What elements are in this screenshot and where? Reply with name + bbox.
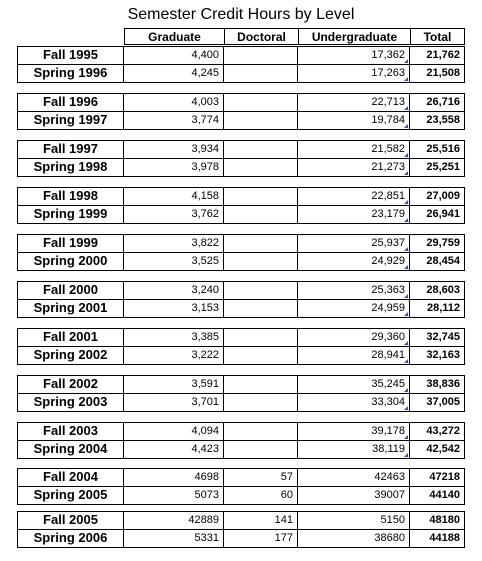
term-label: Spring 2004 <box>17 440 124 458</box>
header-total: Total <box>410 28 465 45</box>
comment-marker-icon <box>404 388 408 392</box>
total-value: 28,603 <box>410 281 465 299</box>
table-row <box>17 205 465 223</box>
graduate-value: 4698 <box>124 468 224 486</box>
table-row <box>17 346 465 364</box>
undergraduate-value: 33,304 <box>298 393 410 411</box>
undergraduate-value: 22,851 <box>298 187 410 205</box>
row-divider <box>17 252 465 253</box>
doctoral-value <box>224 158 298 176</box>
table-row <box>17 393 465 411</box>
graduate-value: 4,094 <box>124 422 224 440</box>
term-label: Spring 2006 <box>17 529 124 547</box>
term-pair <box>17 281 465 317</box>
row-divider <box>17 158 465 159</box>
total-value: 23,558 <box>410 111 465 129</box>
table-row <box>17 158 465 176</box>
term-label: Fall 1999 <box>17 234 124 252</box>
doctoral-value <box>224 281 298 299</box>
term-label: Fall 2002 <box>17 375 124 393</box>
comment-marker-icon <box>404 218 408 222</box>
undergraduate-value: 24,929 <box>298 252 410 270</box>
graduate-value: 4,400 <box>124 46 224 64</box>
term-label: Fall 2005 <box>17 511 124 529</box>
comment-marker-icon <box>404 265 408 269</box>
undergraduate-value: 24,959 <box>298 299 410 317</box>
comment-marker-icon <box>404 406 408 410</box>
row-divider <box>17 111 465 112</box>
undergraduate-value: 29,360 <box>298 328 410 346</box>
row-divider <box>17 440 465 441</box>
term-label: Spring 1996 <box>17 64 124 82</box>
term-pair <box>17 187 465 223</box>
graduate-value: 3,240 <box>124 281 224 299</box>
table-row <box>17 529 465 547</box>
term-label: Spring 1999 <box>17 205 124 223</box>
doctoral-value <box>224 93 298 111</box>
comment-marker-icon <box>404 59 408 63</box>
graduate-value: 3,591 <box>124 375 224 393</box>
term-pair <box>17 140 465 176</box>
doctoral-value: 141 <box>224 511 298 529</box>
total-value: 26,716 <box>410 93 465 111</box>
doctoral-value <box>224 234 298 252</box>
term-pair <box>17 375 465 411</box>
undergraduate-value: 23,179 <box>298 205 410 223</box>
term-label: Spring 2005 <box>17 486 124 504</box>
total-value: 43,272 <box>410 422 465 440</box>
comment-marker-icon <box>404 435 408 439</box>
graduate-value: 5331 <box>124 529 224 547</box>
total-value: 25,251 <box>410 158 465 176</box>
row-divider <box>17 346 465 347</box>
table-row <box>17 328 465 346</box>
term-label: Spring 2003 <box>17 393 124 411</box>
doctoral-value: 57 <box>224 468 298 486</box>
undergraduate-value: 25,363 <box>298 281 410 299</box>
term-label: Fall 1998 <box>17 187 124 205</box>
comment-marker-icon <box>404 171 408 175</box>
undergraduate-value: 38,119 <box>298 440 410 458</box>
table-row <box>17 375 465 393</box>
comment-marker-icon <box>404 124 408 128</box>
undergraduate-value: 38680 <box>298 529 410 547</box>
undergraduate-value: 21,273 <box>298 158 410 176</box>
total-value: 48180 <box>410 511 465 529</box>
graduate-value: 3,701 <box>124 393 224 411</box>
graduate-value: 3,222 <box>124 346 224 364</box>
total-value: 26,941 <box>410 205 465 223</box>
term-pair <box>17 422 465 458</box>
doctoral-value <box>224 422 298 440</box>
doctoral-value <box>224 187 298 205</box>
row-divider <box>17 393 465 394</box>
total-value: 28,454 <box>410 252 465 270</box>
table-row <box>17 93 465 111</box>
table-row <box>17 299 465 317</box>
undergraduate-value: 35,245 <box>298 375 410 393</box>
table-row <box>17 234 465 252</box>
term-label: Fall 2000 <box>17 281 124 299</box>
total-value: 38,836 <box>410 375 465 393</box>
term-pair <box>17 511 465 547</box>
total-value: 44188 <box>410 529 465 547</box>
total-value: 32,163 <box>410 346 465 364</box>
term-pair <box>17 46 465 82</box>
doctoral-value <box>224 299 298 317</box>
table-row <box>17 111 465 129</box>
table-row <box>17 468 465 486</box>
comment-marker-icon <box>404 453 408 457</box>
undergraduate-value: 42463 <box>298 468 410 486</box>
doctoral-value <box>224 346 298 364</box>
total-value: 47218 <box>410 468 465 486</box>
term-label: Spring 1997 <box>17 111 124 129</box>
comment-marker-icon <box>404 341 408 345</box>
table-row <box>17 46 465 64</box>
graduate-value: 3,774 <box>124 111 224 129</box>
comment-marker-icon <box>404 312 408 316</box>
term-pair <box>17 93 465 129</box>
total-value: 42,542 <box>410 440 465 458</box>
header-undergraduate: Undergraduate <box>298 28 411 45</box>
graduate-value: 4,245 <box>124 64 224 82</box>
comment-marker-icon <box>404 77 408 81</box>
comment-marker-icon <box>404 106 408 110</box>
undergraduate-value: 21,582 <box>298 140 410 158</box>
term-pair <box>17 468 465 504</box>
comment-marker-icon <box>404 200 408 204</box>
doctoral-value <box>224 46 298 64</box>
total-value: 44140 <box>410 486 465 504</box>
total-value: 25,516 <box>410 140 465 158</box>
header-doctoral: Doctoral <box>224 28 299 45</box>
total-value: 29,759 <box>410 234 465 252</box>
graduate-value: 3,525 <box>124 252 224 270</box>
term-label: Fall 1996 <box>17 93 124 111</box>
row-divider <box>17 299 465 300</box>
graduate-value: 4,158 <box>124 187 224 205</box>
row-divider <box>17 205 465 206</box>
doctoral-value <box>224 64 298 82</box>
doctoral-value <box>224 440 298 458</box>
comment-marker-icon <box>404 294 408 298</box>
table-row <box>17 187 465 205</box>
total-value: 28,112 <box>410 299 465 317</box>
graduate-value: 3,385 <box>124 328 224 346</box>
undergraduate-value: 22,713 <box>298 93 410 111</box>
undergraduate-value: 19,784 <box>298 111 410 129</box>
term-label: Spring 2000 <box>17 252 124 270</box>
graduate-value: 42889 <box>124 511 224 529</box>
term-label: Spring 2001 <box>17 299 124 317</box>
table-row <box>17 422 465 440</box>
doctoral-value <box>224 140 298 158</box>
undergraduate-value: 28,941 <box>298 346 410 364</box>
row-divider <box>17 486 465 487</box>
term-label: Spring 2002 <box>17 346 124 364</box>
undergraduate-value: 17,263 <box>298 64 410 82</box>
total-value: 21,508 <box>410 64 465 82</box>
total-value: 32,745 <box>410 328 465 346</box>
graduate-value: 3,934 <box>124 140 224 158</box>
undergraduate-value: 39,178 <box>298 422 410 440</box>
doctoral-value: 60 <box>224 486 298 504</box>
comment-marker-icon <box>404 359 408 363</box>
row-divider <box>17 64 465 65</box>
term-label: Fall 1997 <box>17 140 124 158</box>
graduate-value: 3,978 <box>124 158 224 176</box>
total-value: 21,762 <box>410 46 465 64</box>
undergraduate-value: 17,362 <box>298 46 410 64</box>
table-row <box>17 281 465 299</box>
undergraduate-value: 39007 <box>298 486 410 504</box>
table-row <box>17 511 465 529</box>
term-pair <box>17 234 465 270</box>
total-value: 37,005 <box>410 393 465 411</box>
table-row <box>17 440 465 458</box>
graduate-value: 4,423 <box>124 440 224 458</box>
graduate-value: 4,003 <box>124 93 224 111</box>
graduate-value: 3,762 <box>124 205 224 223</box>
graduate-value: 3,822 <box>124 234 224 252</box>
term-label: Fall 2004 <box>17 468 124 486</box>
undergraduate-value: 5150 <box>298 511 410 529</box>
doctoral-value <box>224 328 298 346</box>
header-graduate: Graduate <box>124 28 225 45</box>
term-label: Fall 2003 <box>17 422 124 440</box>
doctoral-value <box>224 393 298 411</box>
term-pair <box>17 328 465 364</box>
comment-marker-icon <box>404 153 408 157</box>
graduate-value: 5073 <box>124 486 224 504</box>
doctoral-value <box>224 375 298 393</box>
term-label: Spring 1998 <box>17 158 124 176</box>
doctoral-value <box>224 111 298 129</box>
comment-marker-icon <box>404 247 408 251</box>
doctoral-value <box>224 252 298 270</box>
doctoral-value: 177 <box>224 529 298 547</box>
table-row <box>17 140 465 158</box>
total-value: 27,009 <box>410 187 465 205</box>
page-title: Semester Credit Hours by Level <box>127 6 355 23</box>
table-row <box>17 486 465 504</box>
table-row <box>17 64 465 82</box>
row-divider <box>17 529 465 530</box>
table-row <box>17 252 465 270</box>
term-label: Fall 2001 <box>17 328 124 346</box>
doctoral-value <box>224 205 298 223</box>
undergraduate-value: 25,937 <box>298 234 410 252</box>
term-label: Fall 1995 <box>17 46 124 64</box>
graduate-value: 3,153 <box>124 299 224 317</box>
